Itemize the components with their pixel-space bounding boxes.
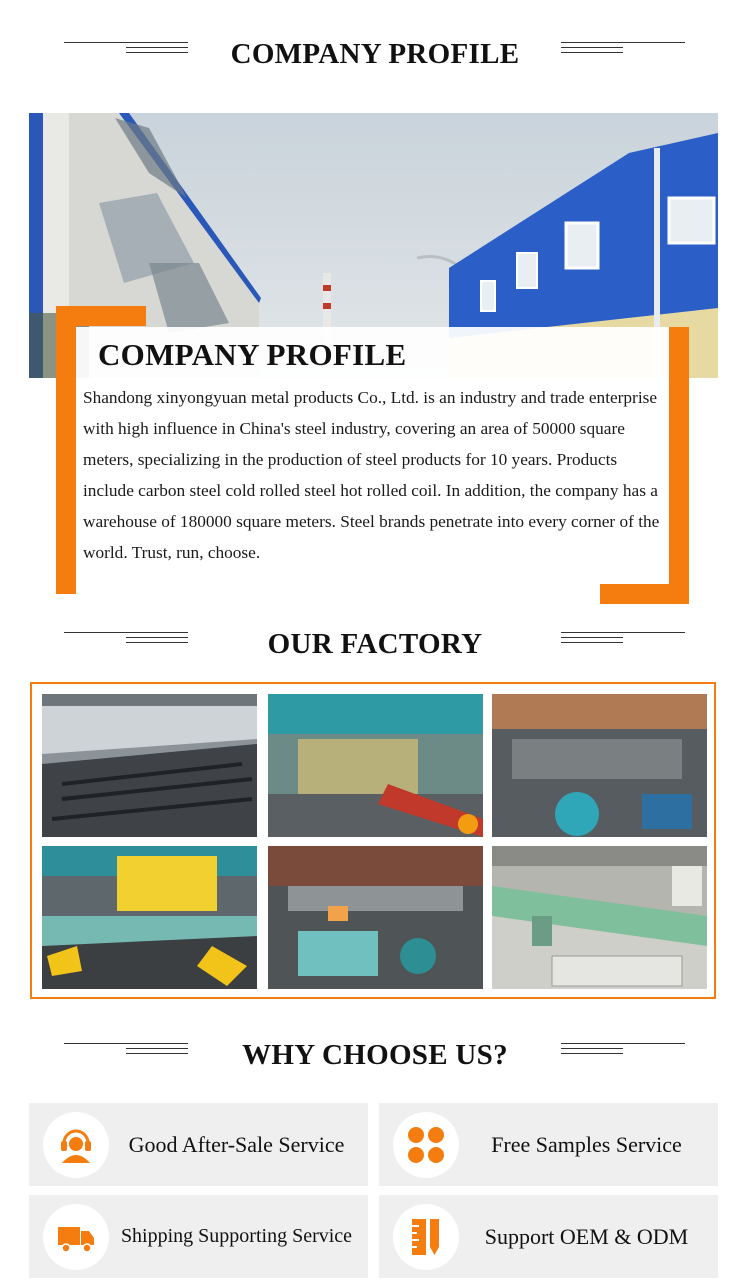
section-title: COMPANY PROFILE — [230, 38, 520, 70]
decorative-lines-right — [561, 632, 686, 654]
factory-photo — [268, 694, 483, 837]
factory-photo — [42, 694, 257, 837]
feature-label: Support OEM & ODM — [484, 1224, 689, 1249]
delivery-truck-icon — [43, 1204, 109, 1270]
feature-after-sale[interactable] — [29, 1103, 368, 1186]
decorative-lines-right — [561, 1043, 686, 1065]
feature-free-samples[interactable] — [379, 1103, 718, 1186]
factory-photo — [492, 694, 707, 837]
feature-oem-odm[interactable] — [379, 1195, 718, 1278]
feature-label: Shipping Supporting Service — [120, 1225, 353, 1247]
four-petal-icon — [393, 1112, 459, 1178]
section-title: WHY CHOOSE US? — [242, 1039, 508, 1071]
factory-photo — [268, 846, 483, 989]
factory-header — [0, 624, 750, 664]
company-description: Shandong xinyongyuan metal products Co., Ltd. is an industry and trade enterprise with high influence in China's steel industry, covering an area of 50000 square meters, specializing in the production of steel products for 10 years. Products include carbon steel cold rolled steel hot rolled coil. In addition, the company has a warehouse of 180000 square meters. Steel brands penetrate into every corner of the world. Trust, run, choose. — [83, 388, 660, 562]
accent-bar-right — [669, 327, 689, 604]
feature-label: Good After-Sale Service — [128, 1132, 345, 1157]
headset-person-icon — [43, 1112, 109, 1178]
card-title: COMPANY PROFILE — [98, 337, 407, 372]
section-title: OUR FACTORY — [267, 628, 483, 660]
accent-bar-right-bottom — [600, 584, 689, 604]
accent-bar-left-top — [56, 306, 146, 326]
factory-photo — [42, 846, 257, 989]
company-profile-header — [0, 34, 750, 74]
factory-photo — [492, 846, 707, 989]
ruler-pencil-icon — [393, 1204, 459, 1270]
feature-shipping[interactable] — [29, 1195, 368, 1278]
why-choose-header — [0, 1035, 750, 1075]
company-profile-card — [76, 327, 669, 584]
feature-label: Free Samples Service — [491, 1132, 682, 1157]
decorative-lines-right — [561, 42, 686, 64]
accent-bar-left — [56, 306, 76, 594]
